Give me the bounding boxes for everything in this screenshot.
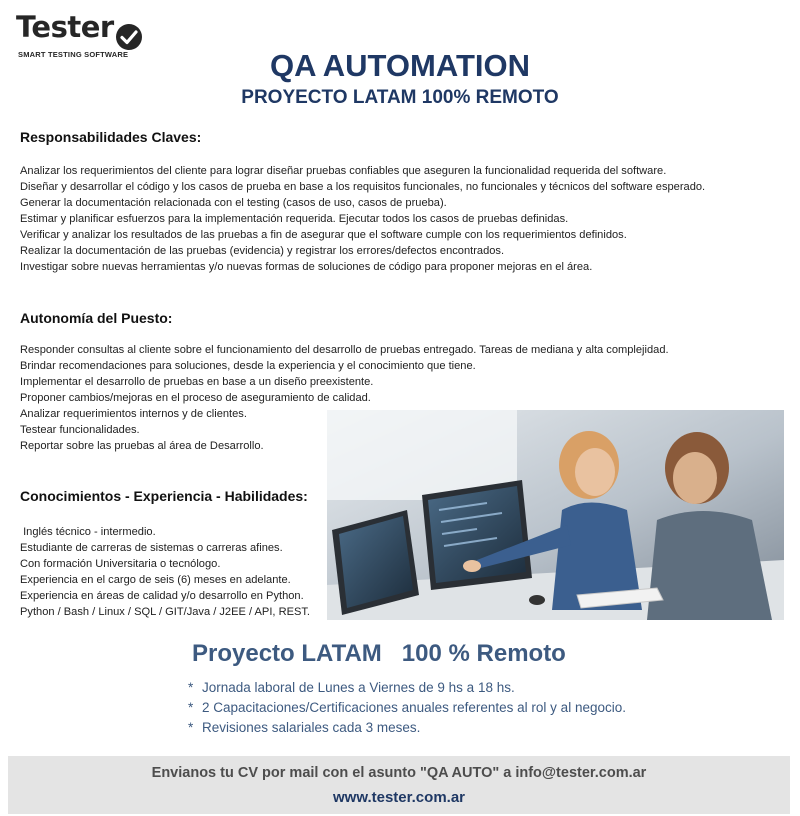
benefit-item — [188, 718, 626, 738]
brand-name: Tester — [16, 10, 114, 44]
project-title: Proyecto LATAM 100 % Remoto — [192, 640, 566, 667]
benefit-item — [188, 678, 626, 698]
list-item: Reportar sobre las pruebas al área de Desarrollo. — [20, 440, 264, 452]
list-item: Testear funcionalidades. — [20, 424, 140, 436]
asterisk-icon: * — [188, 680, 194, 695]
list-item: Analizar los requerimientos del cliente para lograr diseñar pruebas confiables que aseguren la funcionalidad requerida del software. — [20, 165, 667, 177]
list-item: Realizar la documentación de las pruebas (evidencia) y registrar los errores/defectos encontrados. — [20, 245, 505, 257]
list-item: Responder consultas al cliente sobre el funcionamiento del desarrollo de pruebas entregado. Tareas de mediana y alta complejidad. — [20, 344, 669, 356]
list-item: Experiencia en áreas de calidad y/o desarrollo en Python. — [20, 590, 304, 602]
asterisk-icon: * — [188, 700, 194, 715]
section-title-autonomia: Autonomía del Puesto: — [20, 310, 173, 326]
team-photo-illustration — [327, 410, 784, 620]
benefit-text: Revisiones salariales cada 3 meses. — [202, 720, 421, 735]
benefit-text: 2 Capacitaciones/Certificaciones anuales referentes al rol y al negocio. — [202, 700, 626, 715]
list-item: Proponer cambios/mejoras en el proceso de aseguramiento de calidad. — [20, 392, 371, 404]
list-item: Estimar y planificar esfuerzos para la implementación requerida. Ejecutar todos los casos de pruebas definidas. — [20, 213, 569, 225]
list-item: Analizar requerimientos internos y de clientes. — [20, 408, 247, 420]
footer-cta: Envianos tu CV por mail con el asunto "QA AUTO" a info@tester.com.ar — [151, 765, 647, 781]
benefit-text: Jornada laboral de Lunes a Viernes de 9 hs a 18 hs. — [202, 680, 515, 695]
conocimientos-list — [20, 524, 310, 620]
list-item: Diseñar y desarrollar el código y los casos de prueba en base a los requisitos funcionales, no funcionales y técnicos del software esperado. — [20, 181, 706, 193]
asterisk-icon: * — [188, 720, 194, 735]
section-title-conocimientos: Conocimientos - Experiencia - Habilidades: — [20, 488, 308, 504]
benefits-list — [188, 678, 626, 738]
list-item: Generar la documentación relacionada con el testing (casos de uso, casos de prueba). — [20, 197, 447, 209]
list-item: Con formación Universitaria o tecnólogo. — [20, 558, 221, 570]
list-item: Estudiante de carreras de sistemas o carreras afines. — [20, 542, 283, 554]
website-link[interactable]: www.tester.com.ar — [333, 789, 465, 806]
benefit-item — [188, 698, 626, 718]
list-item: Implementar el desarrollo de pruebas en base a un diseño preexistente. — [20, 376, 374, 388]
list-item: Inglés técnico - intermedio. — [20, 526, 156, 538]
list-item: Experiencia en el cargo de seis (6) meses en adelante. — [20, 574, 291, 586]
page-title: QA AUTOMATION — [269, 48, 531, 83]
team-photo — [327, 410, 784, 620]
page-subtitle: PROYECTO LATAM 100% REMOTO — [241, 87, 559, 108]
brand-tagline: SMART TESTING SOFTWARE — [18, 50, 129, 59]
list-item: Investigar sobre nuevas herramientas y/o nuevas formas de soluciones de código para proponer mejoras en el área. — [20, 261, 593, 273]
list-item: Brindar recomendaciones para soluciones, desde la experiencia y el conocimiento que tiene. — [20, 360, 476, 372]
list-item: Python / Bash / Linux / SQL / GIT/Java / J2EE / API, REST. — [20, 606, 311, 618]
footer-banner — [8, 756, 790, 814]
section-title-responsabilidades: Responsabilidades Claves: — [20, 129, 202, 145]
list-item: Verificar y analizar los resultados de las pruebas a fin de asegurar que el software cumple con los requerimientos definidos. — [20, 229, 627, 241]
responsabilidades-list — [20, 163, 705, 275]
